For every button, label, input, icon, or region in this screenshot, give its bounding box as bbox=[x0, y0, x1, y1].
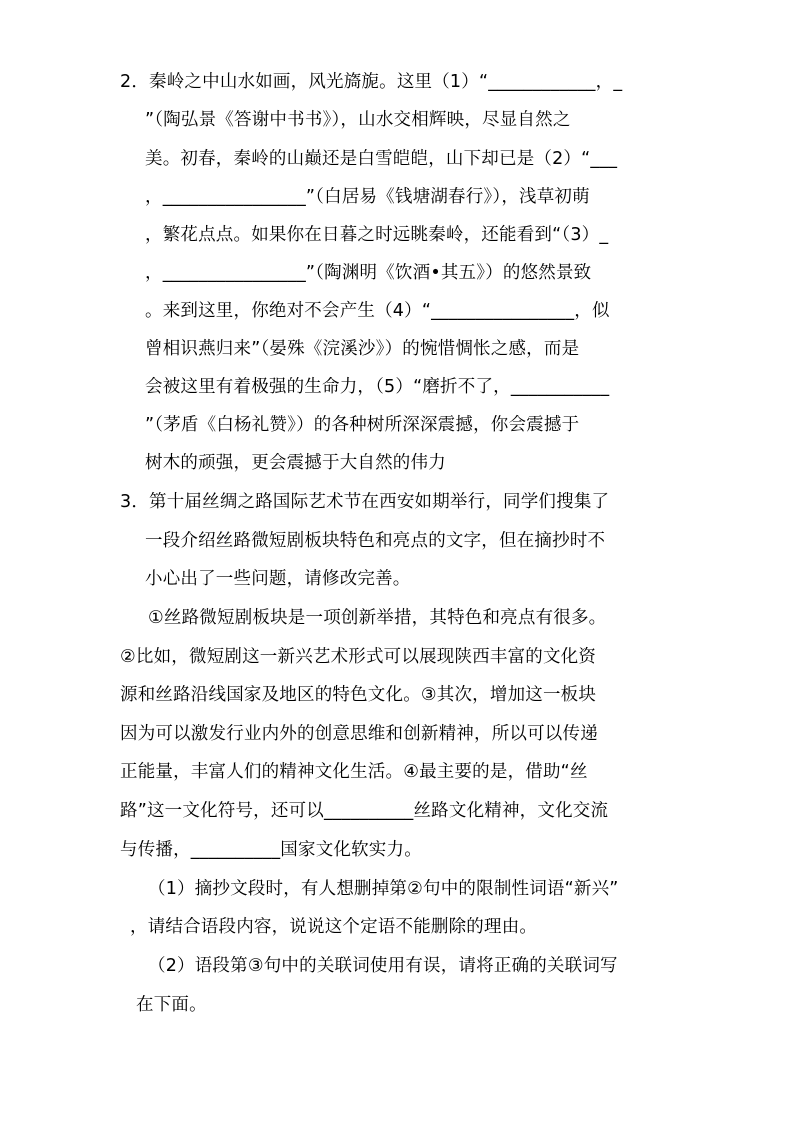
q3-sub1-line-2: ，请结合语段内容，说说这个定语不能删除的理由。 bbox=[130, 917, 538, 937]
q2-line-2: ”（陶弘景《答谢中书书》），山水交相辉映，尽显自然之 bbox=[145, 110, 571, 130]
q3-passage-line-7: 与传播，__________国家文化软实力。 bbox=[120, 840, 422, 860]
q3-passage-line-6: 路”这一文化符号，还可以__________丝路文化精神，文化交流 bbox=[120, 801, 609, 821]
q2-line-5: ，繁花点点。如果你在日暮之时远眺秦岭，还能看到“（3）_ bbox=[145, 225, 609, 245]
q2-line-7: 。来到这里，你绝对不会产生（4）“________________，似 bbox=[145, 301, 610, 321]
q2-line-1: 2．秦岭之中山水如画，风光旖旎。这里（1）“____________，_ bbox=[120, 72, 623, 92]
q2-line-3: 美。初春，秦岭的山巅还是白雪皑皑，山下却已是（2）“___ bbox=[145, 149, 618, 169]
q3-passage-line-1: ①丝路微短剧板块是一项创新举措，其特色和亮点有很多。 bbox=[148, 608, 607, 628]
q3-sub2-line-2: 在下面。 bbox=[136, 995, 207, 1015]
q3-intro-line-1: 3．第十届丝绸之路国际艺术节在西安如期举行，同学们搜集了 bbox=[120, 492, 610, 512]
q3-intro-line-2: 一段介绍丝路微短剧板块特色和亮点的文字，但在摘抄时不 bbox=[145, 531, 606, 551]
q3-passage-line-2: ②比如，微短剧这一新兴艺术形式可以展现陕西丰富的文化资 bbox=[120, 647, 597, 667]
q2-line-10: ”（茅盾《白杨礼赞》）的各种树所深深震撼，你会震撼于 bbox=[145, 415, 580, 435]
q2-line-8: 曾相识燕归来”（晏殊《浣溪沙》）的惋惜惆怅之感，而是 bbox=[145, 339, 580, 359]
q3-sub2-line-1: （2）语段第③句中的关联词使用有误，请将正确的关联词写 bbox=[148, 956, 618, 976]
q3-passage-line-5: 正能量，丰富人们的精神文化生活。④最主要的是，借助“丝 bbox=[120, 762, 588, 782]
q3-intro-line-3: 小心出了一些问题，请修改完善。 bbox=[145, 569, 411, 589]
q2-line-9: 会被这里有着极强的生命力，（5）“磨折不了，___________ bbox=[145, 377, 610, 397]
q3-passage-line-4: 因为可以激发行业内外的创意思维和创新精神，所以可以传递 bbox=[120, 724, 598, 744]
q2-line-4: ，________________”（白居易《钱塘湖春行》），浅草初萌 bbox=[145, 187, 590, 207]
q2-line-11: 树木的顽强，更会震撼于大自然的伟力 bbox=[145, 453, 446, 473]
q3-passage-line-3: 源和丝路沿线国家及地区的特色文化。③其次，增加这一板块 bbox=[120, 685, 597, 705]
q3-sub1-line-1: （1）摘抄文段时，有人想删掉第②句中的限制性词语“新兴” bbox=[148, 879, 619, 899]
q2-line-6: ，________________”（陶渊明《饮酒•其五》）的悠然景致 bbox=[145, 263, 592, 283]
